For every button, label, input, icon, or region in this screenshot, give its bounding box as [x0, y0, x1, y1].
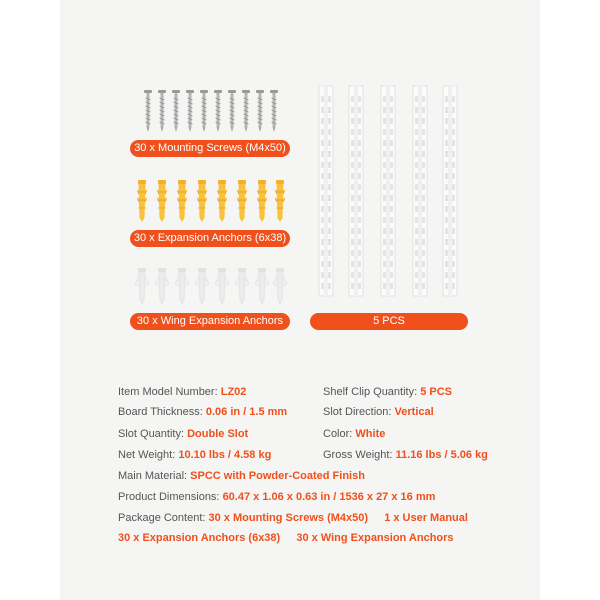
track-slot: [328, 206, 331, 212]
track-slot: [383, 184, 386, 190]
track-slot: [452, 129, 455, 135]
screw: [214, 90, 222, 132]
track-slot: [422, 184, 425, 190]
track-slot: [415, 239, 418, 245]
track-slot: [351, 250, 354, 256]
track-slot: [390, 239, 393, 245]
track-slot: [422, 118, 425, 124]
track-slot: [351, 283, 354, 289]
track-slot: [452, 261, 455, 267]
track-slot: [445, 129, 448, 135]
wing-anchor: [255, 268, 269, 304]
track-slot: [415, 195, 418, 201]
track-slot: [351, 118, 354, 124]
screws-label: 30 x Mounting Screws (M4x50): [130, 140, 290, 157]
track-slot: [415, 140, 418, 146]
track-slot: [445, 173, 448, 179]
track-slot: [321, 195, 324, 201]
track-slot: [351, 239, 354, 245]
spec-item-model: Item Model Number: LZ02: [118, 386, 247, 398]
track-slot: [358, 250, 361, 256]
wall-track: [413, 86, 427, 296]
track-slot: [358, 228, 361, 234]
screw: [242, 90, 250, 132]
track-slot: [328, 96, 331, 102]
track-slot: [390, 195, 393, 201]
track-slot: [351, 107, 354, 113]
track-slot: [351, 228, 354, 234]
track-slot: [328, 228, 331, 234]
track-slot: [321, 283, 324, 289]
track-slot: [321, 140, 324, 146]
track-slot: [390, 96, 393, 102]
track-slot: [321, 184, 324, 190]
track-slot: [445, 162, 448, 168]
track-slot: [415, 118, 418, 124]
track-slot: [358, 239, 361, 245]
track-slot: [358, 118, 361, 124]
track-slot: [321, 217, 324, 223]
expansion-anchor: [198, 180, 207, 222]
wing-anchor: [215, 268, 229, 304]
screw: [256, 90, 264, 132]
track-slot: [422, 129, 425, 135]
track-slot: [445, 195, 448, 201]
track-slot: [415, 228, 418, 234]
track-slot: [351, 261, 354, 267]
track-slot: [383, 173, 386, 179]
track-slot: [415, 129, 418, 135]
track-slot: [422, 107, 425, 113]
track-slot: [351, 184, 354, 190]
track-slot: [452, 184, 455, 190]
expansion-anchor: [258, 180, 267, 222]
track-slot: [415, 96, 418, 102]
track-slot: [351, 206, 354, 212]
spec-net-weight: Net Weight: 10.10 lbs / 4.58 kg: [118, 449, 272, 461]
track-slot: [452, 162, 455, 168]
track-slot: [452, 118, 455, 124]
track-slot: [422, 173, 425, 179]
track-slot: [422, 217, 425, 223]
track-slot: [452, 239, 455, 245]
wall-tracks-image: [319, 86, 457, 296]
track-slot: [383, 261, 386, 267]
track-slot: [415, 184, 418, 190]
wall-track: [349, 86, 363, 296]
expansion-anchor: [238, 180, 247, 222]
track-slot: [351, 140, 354, 146]
track-slot: [445, 217, 448, 223]
track-slot: [445, 151, 448, 157]
track-slot: [383, 140, 386, 146]
wing-anchors-image: [135, 268, 287, 304]
track-slot: [390, 250, 393, 256]
track-slot: [351, 217, 354, 223]
track-slot: [415, 261, 418, 267]
track-slot: [383, 151, 386, 157]
track-slot: [445, 283, 448, 289]
track-slot: [383, 239, 386, 245]
track-slot: [321, 118, 324, 124]
track-slot: [321, 228, 324, 234]
track-slot: [415, 217, 418, 223]
track-slot: [390, 140, 393, 146]
track-slot: [328, 173, 331, 179]
wing-anchor: [273, 268, 287, 304]
spec-main-material: Main Material: SPCC with Powder-Coated Finish: [118, 470, 365, 482]
screw: [228, 90, 236, 132]
track-slot: [358, 195, 361, 201]
screw: [158, 90, 166, 132]
expansion-anchor: [138, 180, 147, 222]
track-slot: [445, 261, 448, 267]
spec-package-content-continued: 30 x Expansion Anchors (6x38) 30 x Wing Expansion Anchors: [118, 532, 454, 544]
track-slot: [358, 140, 361, 146]
track-slot: [422, 151, 425, 157]
spec-board-thickness: Board Thickness: 0.06 in / 1.5 mm: [118, 406, 288, 418]
spec-slot-direction: Slot Direction: Vertical: [323, 406, 434, 418]
track-slot: [351, 151, 354, 157]
track-slot: [452, 283, 455, 289]
expansion-anchors-image: [138, 180, 285, 222]
track-slot: [445, 184, 448, 190]
track-slot: [358, 272, 361, 278]
track-slot: [358, 162, 361, 168]
track-slot: [328, 250, 331, 256]
wing-anchors-label: 30 x Wing Expansion Anchors: [130, 313, 290, 330]
track-slot: [383, 129, 386, 135]
track-slot: [383, 228, 386, 234]
track-slot: [452, 228, 455, 234]
anchors-label: 30 x Expansion Anchors (6x38): [130, 230, 290, 247]
track-slot: [415, 162, 418, 168]
track-slot: [328, 151, 331, 157]
track-slot: [415, 272, 418, 278]
track-slot: [328, 129, 331, 135]
track-slot: [390, 217, 393, 223]
track-slot: [452, 173, 455, 179]
track-slot: [415, 107, 418, 113]
track-slot: [422, 96, 425, 102]
screw: [200, 90, 208, 132]
track-slot: [328, 184, 331, 190]
track-slot: [452, 272, 455, 278]
track-slot: [351, 173, 354, 179]
track-slot: [445, 228, 448, 234]
screw: [172, 90, 180, 132]
track-slot: [358, 173, 361, 179]
track-slot: [351, 129, 354, 135]
track-slot: [383, 107, 386, 113]
track-slot: [383, 118, 386, 124]
track-slot: [390, 283, 393, 289]
track-slot: [390, 261, 393, 267]
wall-track: [381, 86, 395, 296]
track-slot: [452, 96, 455, 102]
track-slot: [415, 173, 418, 179]
track-slot: [321, 151, 324, 157]
wing-anchor: [135, 268, 149, 304]
track-slot: [390, 206, 393, 212]
spec-package-content: Package Content: 30 x Mounting Screws (M4x50) 1 x User Manual: [118, 512, 468, 524]
track-slot: [445, 107, 448, 113]
track-slot: [358, 217, 361, 223]
expansion-anchor: [178, 180, 187, 222]
track-slot: [351, 96, 354, 102]
spec-gross-weight: Gross Weight: 11.16 lbs / 5.06 kg: [323, 449, 488, 461]
track-slot: [321, 272, 324, 278]
track-slot: [390, 272, 393, 278]
track-slot: [328, 162, 331, 168]
track-slot: [328, 140, 331, 146]
track-slot: [383, 206, 386, 212]
track-slot: [452, 140, 455, 146]
track-slot: [351, 272, 354, 278]
track-slot: [452, 195, 455, 201]
track-slot: [328, 261, 331, 267]
track-slot: [383, 195, 386, 201]
track-slot: [390, 184, 393, 190]
wall-track: [443, 86, 457, 296]
track-slot: [358, 184, 361, 190]
track-slot: [321, 162, 324, 168]
expansion-anchor: [218, 180, 227, 222]
track-slot: [328, 217, 331, 223]
track-slot: [328, 239, 331, 245]
track-slot: [452, 151, 455, 157]
track-slot: [321, 107, 324, 113]
track-slot: [358, 206, 361, 212]
track-slot: [422, 272, 425, 278]
spec-color: Color: White: [323, 428, 386, 440]
track-slot: [321, 129, 324, 135]
expansion-anchor: [276, 180, 285, 222]
track-slot: [452, 107, 455, 113]
expansion-anchor: [158, 180, 167, 222]
track-slot: [358, 261, 361, 267]
track-slot: [422, 283, 425, 289]
track-slot: [358, 151, 361, 157]
track-slot: [321, 239, 324, 245]
track-slot: [358, 107, 361, 113]
track-slot: [422, 195, 425, 201]
track-slot: [422, 228, 425, 234]
spec-product-dimensions: Product Dimensions: 60.47 x 1.06 x 0.63 in / 1536 x 27 x 16 mm: [118, 491, 436, 503]
tracks-label: 5 PCS: [310, 313, 468, 330]
screw: [270, 90, 278, 132]
track-slot: [445, 96, 448, 102]
track-slot: [358, 283, 361, 289]
spec-shelf-clip-quantity: Shelf Clip Quantity: 5 PCS: [323, 386, 453, 398]
track-slot: [351, 195, 354, 201]
track-slot: [422, 239, 425, 245]
track-slot: [415, 250, 418, 256]
track-slot: [445, 239, 448, 245]
screw: [144, 90, 152, 132]
track-slot: [415, 206, 418, 212]
track-slot: [422, 140, 425, 146]
screw: [186, 90, 194, 132]
track-slot: [383, 272, 386, 278]
track-slot: [445, 272, 448, 278]
track-slot: [383, 283, 386, 289]
track-slot: [415, 283, 418, 289]
track-slot: [358, 96, 361, 102]
track-slot: [321, 261, 324, 267]
track-slot: [390, 173, 393, 179]
track-slot: [390, 107, 393, 113]
wing-anchor: [175, 268, 189, 304]
track-slot: [390, 129, 393, 135]
wing-anchor: [155, 268, 169, 304]
track-slot: [383, 250, 386, 256]
track-slot: [390, 151, 393, 157]
track-slot: [390, 162, 393, 168]
track-slot: [422, 261, 425, 267]
track-slot: [321, 250, 324, 256]
track-slot: [383, 162, 386, 168]
track-slot: [445, 250, 448, 256]
track-slot: [383, 96, 386, 102]
wing-anchor: [195, 268, 209, 304]
track-slot: [452, 206, 455, 212]
track-slot: [383, 217, 386, 223]
track-slot: [328, 283, 331, 289]
track-slot: [422, 162, 425, 168]
track-slot: [328, 118, 331, 124]
track-slot: [321, 96, 324, 102]
track-slot: [445, 140, 448, 146]
track-slot: [358, 129, 361, 135]
track-slot: [328, 195, 331, 201]
track-slot: [452, 250, 455, 256]
wing-anchor: [235, 268, 249, 304]
track-slot: [422, 250, 425, 256]
track-slot: [445, 206, 448, 212]
track-slot: [351, 162, 354, 168]
track-slot: [452, 217, 455, 223]
track-slot: [390, 228, 393, 234]
track-slot: [321, 206, 324, 212]
track-slot: [390, 118, 393, 124]
spec-slot-quantity: Slot Quantity: Double Slot: [118, 428, 249, 440]
track-slot: [422, 206, 425, 212]
mounting-screws-image: [144, 90, 278, 132]
track-slot: [328, 107, 331, 113]
track-slot: [415, 151, 418, 157]
wall-track: [319, 86, 333, 296]
track-slot: [328, 272, 331, 278]
track-slot: [321, 173, 324, 179]
track-slot: [445, 118, 448, 124]
